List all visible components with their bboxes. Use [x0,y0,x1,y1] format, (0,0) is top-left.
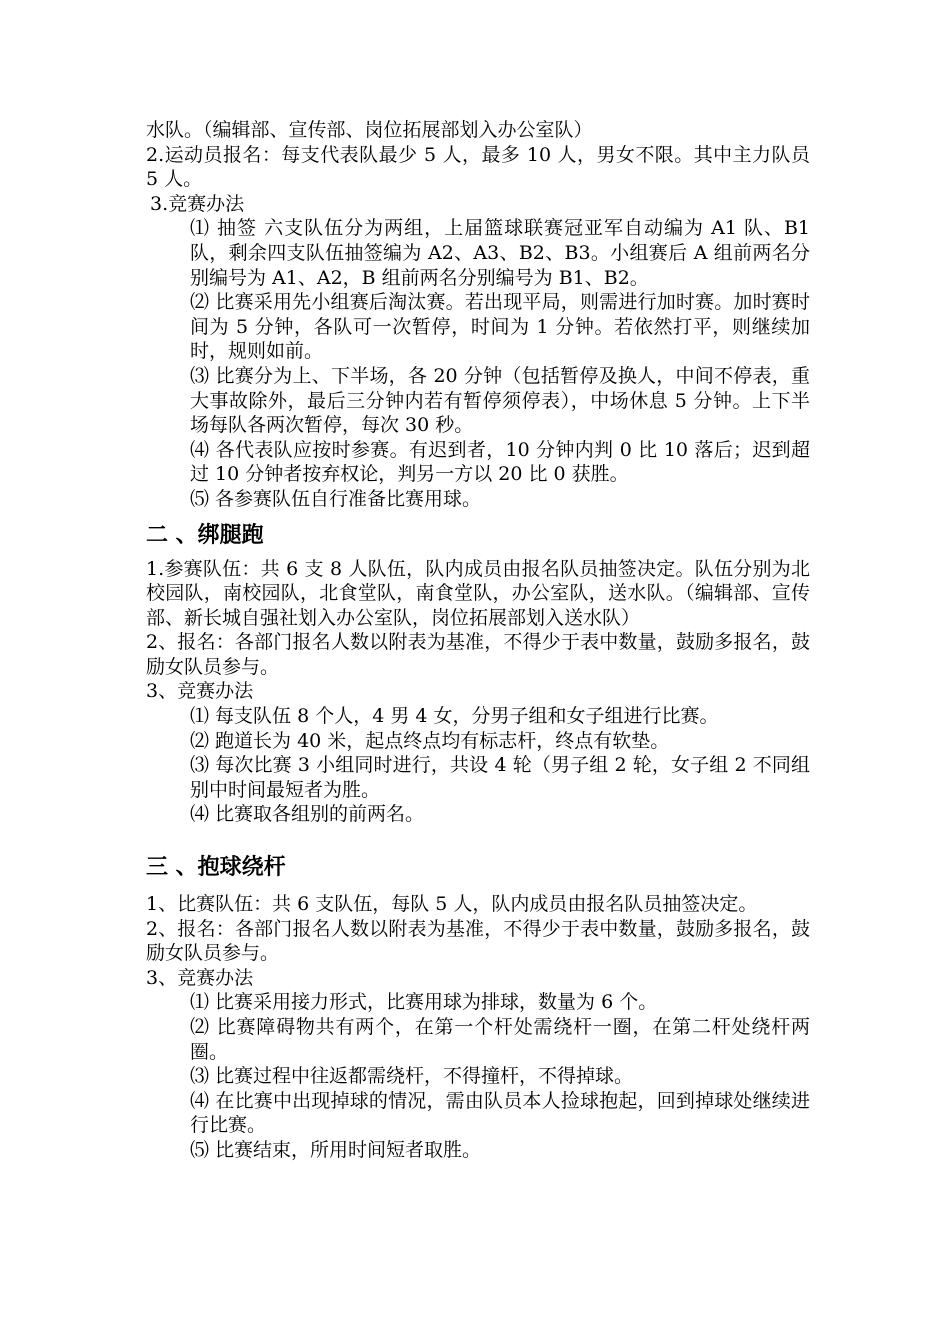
list-item: ⑵ 比赛采用先小组赛后淘汰赛。若出现平局，则需进行加时赛。加时赛时间为 5 分钟，各队可一次暂停，时间为 1 分钟。若依然打平，则继续加时，规则如前。 [190,291,810,363]
list-item: ⑴ 每支队伍 8 个人，4 男 4 女，分男子组和女子组进行比赛。 [190,705,719,728]
list-item: ⑴ 比赛采用接力形式，比赛用球为排球，数量为 6 个。 [190,991,658,1014]
list-item: ⑸ 比赛结束，所用时间短者取胜。 [190,1138,482,1161]
list-item: ⑸ 各参赛队伍自行准备比赛用球。 [190,487,482,510]
list-item: ⑴ 抽签 六支队伍分为两组，上届篮球联赛冠亚军自动编为 A1 队、B1 队，剩余四支队伍抽签编为 A2、A3、B2、B3。小组赛后 A 组前两名分别编号为 A1、A2，B 组前两名分别编号为 B1、B2。 [190,217,810,289]
list-item: ⑵ 比赛障碍物共有两个，在第一个杆处需绕杆一圈，在第二杆处绕杆两圈。 [190,1016,810,1063]
paragraph: 3、竞赛办法 [146,966,254,989]
list-item: ⑷ 比赛取各组别的前两名。 [190,803,425,826]
paragraph: 2.运动员报名：每支代表队最少 5 人，最多 10 人，男女不限。其中主力队员 5 人。 [146,143,810,191]
list-item: ⑶ 比赛分为上、下半场，各 20 分钟（包括暂停及换人，中间不停表，重大事故除外，最后三分钟内若有暂停须停表），中场休息 5 分钟。上下半场每队各两次暂停，每次 30 秒。 [190,364,810,437]
section-heading: 三 、抱球绕杆 [146,855,286,881]
paragraph: 1.参赛队伍：共 6 支 8 人队伍，队内成员由报名队员抽签决定。队伍分别为北校园队，南校园队，北食堂队，南食堂队，办公室队，送水队。（编辑部、宣传部、新长城自强社划入办公室队，岗位拓展部划入送水队） [146,557,810,629]
paragraph: 1、比赛队伍：共 6 支队伍，每队 5 人，队内成员由报名队员抽签决定。 [146,893,758,916]
list-item: ⑵ 跑道长为 40 米，起点终点均有标志杆，终点有软垫。 [190,729,670,752]
paragraph: 2、报名：各部门报名人数以附表为基准，不得少于表中数量，鼓励多报名，鼓励女队员参与。 [146,631,810,678]
list-item: ⑶ 每次比赛 3 小组同时进行，共设 4 轮（男子组 2 轮，女子组 2 不同组别中时间最短者为胜。 [190,754,810,801]
list-item: ⑷ 各代表队应按时参赛。有迟到者，10 分钟内判 0 比 10 落后；迟到超过 10 分钟者按弃权论，判另一方以 20 比 0 获胜。 [190,438,810,486]
list-item: ⑶ 比赛过程中往返都需绕杆，不得撞杆，不得掉球。 [190,1065,634,1088]
list-item: ⑷ 在比赛中出现掉球的情况，需由队员本人捡球抱起，回到掉球处继续进行比赛。 [190,1089,810,1137]
paragraph: 3.竞赛办法 [150,192,245,215]
paragraph: 水队。（编辑部、宣传部、岗位拓展部划入办公室队） [146,119,593,141]
document-body [146,118,810,1163]
section-heading: 二 、绑腿跑 [146,522,264,548]
paragraph: 2、报名：各部门报名人数以附表为基准，不得少于表中数量，鼓励多报名，鼓励女队员参与。 [146,917,810,965]
paragraph: 3、竞赛办法 [146,680,254,703]
